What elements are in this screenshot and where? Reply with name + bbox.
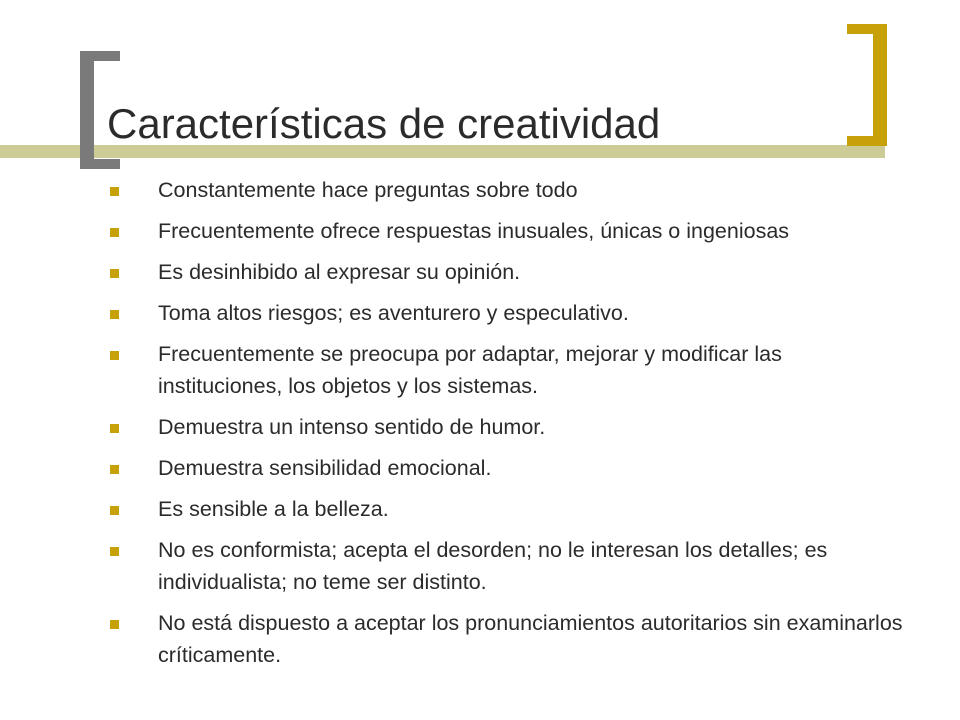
bullet-item (110, 256, 910, 288)
bullet-text: Es sensible a la belleza. (158, 497, 389, 521)
slide-title: Características de creatividad (107, 100, 661, 147)
bullet-text: Es desinhibido al expresar su opinión. (158, 260, 521, 284)
bullet-text: No es conformista; acepta el desorden; no le interesan los detalles; es individualista; no teme ser distinto. (158, 538, 828, 594)
bullet-text: No está dispuesto a aceptar los pronunciamientos autoritarios sin examinarlos críticamente. (158, 611, 903, 667)
left-bracket-bottom (80, 159, 120, 169)
bullet-item (110, 607, 910, 671)
left-bracket-vertical (80, 51, 94, 169)
bullet-item (110, 452, 910, 484)
square-bullet-icon (110, 351, 119, 360)
bullet-item (110, 215, 910, 247)
square-bullet-icon (110, 269, 119, 278)
bullet-item (110, 338, 910, 402)
right-bracket-top (847, 24, 887, 34)
bullet-item (110, 411, 910, 443)
square-bullet-icon (110, 187, 119, 196)
bullet-item (110, 174, 910, 206)
right-bracket-vertical (873, 24, 887, 146)
right-bracket-bottom (847, 136, 887, 146)
bullet-item (110, 493, 910, 525)
bullet-text: Constantemente hace preguntas sobre todo (158, 178, 578, 202)
square-bullet-icon (110, 424, 119, 433)
square-bullet-icon (110, 465, 119, 474)
square-bullet-icon (110, 620, 119, 629)
bullet-text: Frecuentemente ofrece respuestas inusuales, únicas o ingeniosas (158, 219, 790, 243)
bullet-list (110, 174, 910, 680)
bullet-item (110, 297, 910, 329)
square-bullet-icon (110, 310, 119, 319)
left-bracket-top (80, 51, 120, 61)
bullet-text: Frecuentemente se preocupa por adaptar, mejorar y modificar las instituciones, los objetos y los sistemas. (158, 342, 782, 398)
square-bullet-icon (110, 547, 119, 556)
square-bullet-icon (110, 506, 119, 515)
bullet-text: Demuestra un intenso sentido de humor. (158, 415, 546, 439)
bullet-text: Toma altos riesgos; es aventurero y especulativo. (158, 301, 629, 325)
square-bullet-icon (110, 228, 119, 237)
bullet-text: Demuestra sensibilidad emocional. (158, 456, 492, 480)
bullet-item (110, 534, 910, 598)
